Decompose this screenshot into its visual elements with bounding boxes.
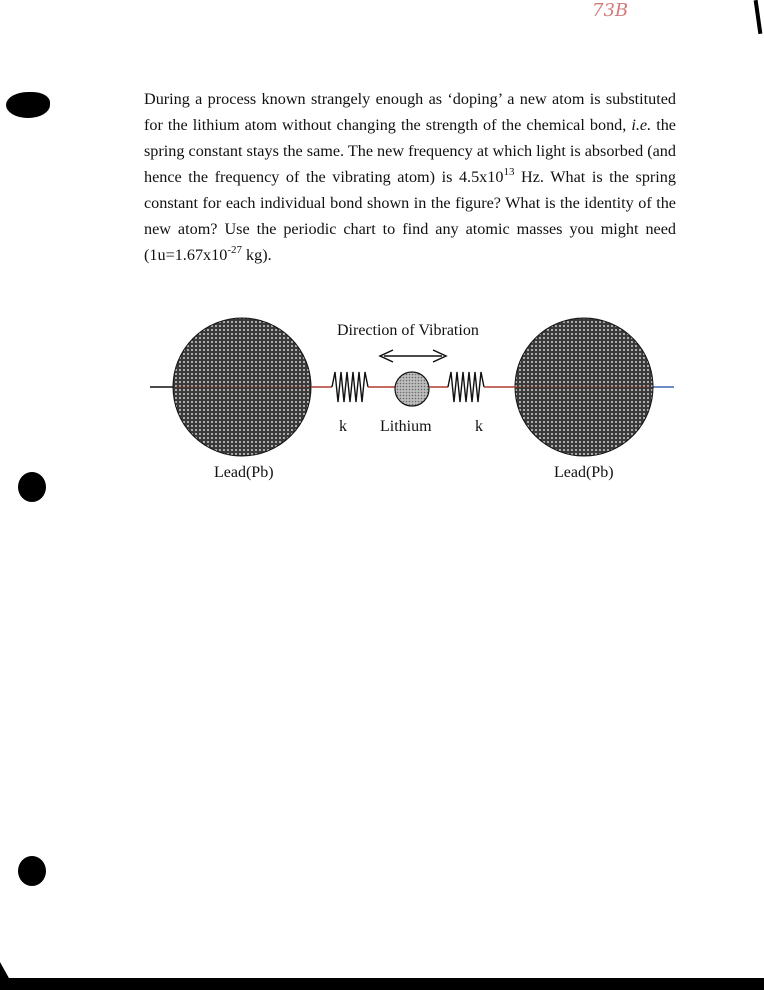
vibration-arrow bbox=[380, 350, 446, 362]
problem-text bbox=[144, 86, 676, 268]
problem-text-ie: i.e. bbox=[631, 116, 652, 134]
lithium-atom bbox=[395, 372, 429, 406]
problem-text-part2: the spring constant stays the same. The new frequency at which light is absorbed (and hence the frequency of the vibrating atom) is 4.5x10 bbox=[144, 116, 676, 186]
left-lead-label: Lead(Pb) bbox=[214, 464, 274, 481]
right-spring bbox=[429, 372, 516, 402]
problem-text-part3: Hz. What is the spring constant for each individual bond shown in the figure? What is the identity of the new atom? Use the periodic chart to find any atomic masses you might need (1u=1.67x10 bbox=[144, 168, 676, 264]
problem-text-part4: kg). bbox=[242, 246, 272, 264]
lithium-label: Lithium bbox=[380, 418, 432, 435]
handwritten-page-number: 73B bbox=[592, 0, 629, 21]
punch-hole-bottom bbox=[18, 856, 46, 886]
right-spring-constant-label: k bbox=[475, 418, 483, 435]
corner-mark bbox=[754, 0, 763, 34]
lattice-figure bbox=[150, 316, 674, 492]
left-spring bbox=[311, 372, 396, 402]
left-spring-constant-label: k bbox=[339, 418, 347, 435]
problem-text-part1: During a process known strangely enough as ‘doping’ a new atom is substituted for the lithium atom without changing the strength of the chemical bond, bbox=[144, 90, 676, 134]
scan-edge-bar bbox=[0, 978, 764, 990]
punch-hole-middle bbox=[18, 472, 46, 502]
mass-exponent: -27 bbox=[227, 244, 242, 256]
right-lead-label: Lead(Pb) bbox=[554, 464, 614, 481]
punch-hole-top bbox=[6, 92, 50, 118]
frequency-exponent: 13 bbox=[503, 166, 515, 178]
direction-of-vibration-label: Direction of Vibration bbox=[337, 322, 479, 339]
